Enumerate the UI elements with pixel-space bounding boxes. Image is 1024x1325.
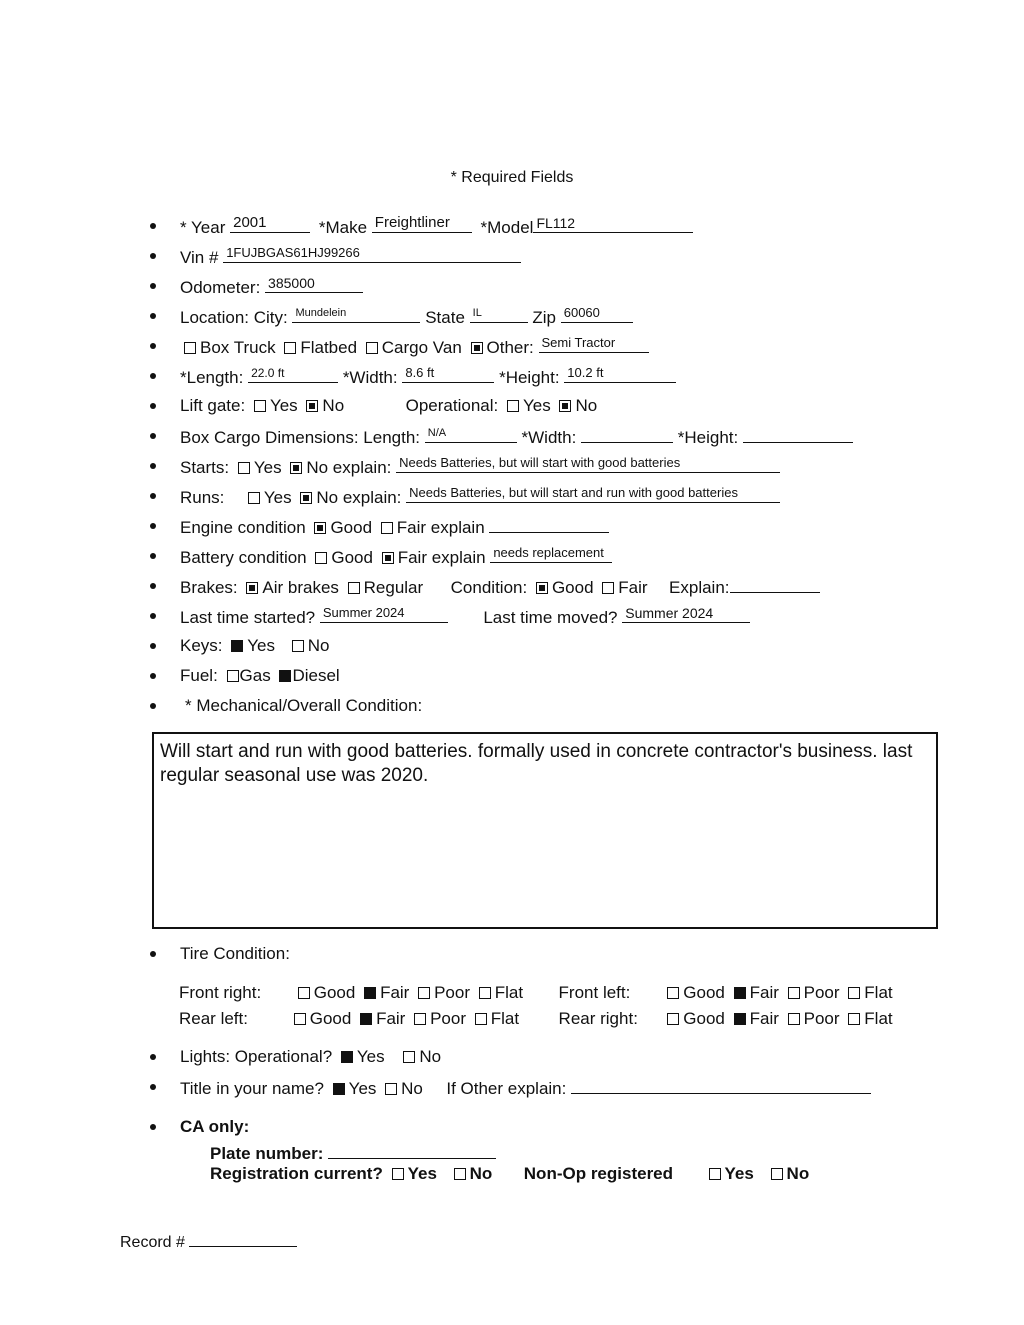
front-right-flat-checkbox[interactable]	[479, 987, 491, 999]
box-cargo-height-field[interactable]	[743, 422, 853, 443]
nonop-no-label: No	[786, 1164, 810, 1183]
fuel-label: Fuel:	[180, 666, 218, 685]
other-explain-label: If Other explain:	[446, 1079, 567, 1098]
battery-good-checkbox[interactable]	[315, 552, 327, 564]
record-label: Record #	[120, 1234, 185, 1251]
battery-good-label: Good	[331, 548, 373, 567]
rear-right-fair-checkbox[interactable]	[734, 1013, 746, 1025]
lights-yes-checkbox[interactable]	[341, 1051, 353, 1063]
city-label: Location: City:	[180, 308, 288, 327]
rear-left-poor-checkbox[interactable]	[414, 1013, 426, 1025]
good-label: Good	[683, 1009, 725, 1028]
tire-row-front	[179, 980, 893, 1006]
city-field[interactable]: Mundelein	[292, 302, 420, 323]
flatbed-label: Flatbed	[300, 338, 358, 357]
keys-no-label: No	[307, 636, 330, 655]
overall-condition-textbox[interactable]: Will start and run with good batteries. formally used in concrete contractor's business. last regular seasonal use was 2020.	[152, 732, 938, 929]
state-label: State	[425, 308, 465, 327]
record-number-field[interactable]	[189, 1230, 297, 1247]
good-label: Good	[313, 983, 356, 1002]
starts-explain-field[interactable]: Needs Batteries, but will start with good batteries	[396, 452, 780, 473]
engine-fair-label: Fair explain	[396, 518, 485, 537]
title-no-checkbox[interactable]	[385, 1083, 397, 1095]
model-label: *Model	[480, 218, 534, 237]
other-explain-field[interactable]	[571, 1073, 871, 1094]
model-field[interactable]: FL112	[533, 212, 693, 233]
title-name-label: Title in your name?	[180, 1079, 324, 1098]
front-left-flat-checkbox[interactable]	[848, 987, 860, 999]
registration-line	[210, 1164, 809, 1184]
registration-yes-label: Yes	[407, 1164, 437, 1183]
brake-fair-checkbox[interactable]	[602, 582, 614, 594]
box-cargo-length-label: Box Cargo Dimensions: Length:	[180, 428, 421, 447]
poor-label: Poor	[803, 983, 840, 1002]
year-field[interactable]: 2001	[230, 212, 310, 233]
last-moved-label: Last time moved?	[483, 608, 618, 627]
liftgate-yes-label: Yes	[269, 396, 298, 415]
air-brakes-label: Air brakes	[262, 578, 339, 597]
keys-yes-label: Yes	[247, 636, 275, 655]
operational-yes-checkbox[interactable]	[507, 400, 519, 412]
lights-no-checkbox[interactable]	[403, 1051, 415, 1063]
regular-brakes-checkbox[interactable]	[348, 582, 360, 594]
front-right-poor-checkbox[interactable]	[418, 987, 430, 999]
nonop-registered-label: Non-Op registered	[523, 1164, 674, 1183]
box-truck-label: Box Truck	[200, 338, 276, 357]
ca-only-label: CA only:	[180, 1117, 250, 1136]
operational-no-checkbox[interactable]	[559, 400, 571, 412]
flat-label: Flat	[864, 1009, 893, 1028]
runs-yes-checkbox[interactable]	[248, 492, 260, 504]
front-left-poor-checkbox[interactable]	[788, 987, 800, 999]
rear-left-good-checkbox[interactable]	[294, 1013, 306, 1025]
flat-label: Flat	[494, 983, 524, 1002]
mechanical-condition-label: * Mechanical/Overall Condition:	[185, 696, 423, 715]
nonop-yes-checkbox[interactable]	[709, 1168, 721, 1180]
registration-no-checkbox[interactable]	[454, 1168, 466, 1180]
engine-good-label: Good	[330, 518, 373, 537]
air-brakes-checkbox[interactable]	[246, 582, 258, 594]
fair-label: Fair	[749, 1009, 779, 1028]
rear-right-poor-checkbox[interactable]	[788, 1013, 800, 1025]
nonop-no-checkbox[interactable]	[771, 1168, 783, 1180]
front-left-label: Front left:	[558, 983, 631, 1002]
rear-right-good-checkbox[interactable]	[667, 1013, 679, 1025]
engine-good-checkbox[interactable]	[314, 522, 326, 534]
fuel-diesel-checkbox[interactable]	[279, 670, 291, 682]
title-no-label: No	[401, 1079, 423, 1098]
front-right-good-checkbox[interactable]	[298, 987, 310, 999]
liftgate-no-checkbox[interactable]	[306, 400, 318, 412]
make-label: *Make	[318, 218, 368, 237]
last-moved-field[interactable]: Summer 2024	[622, 602, 750, 623]
rear-left-fair-checkbox[interactable]	[360, 1013, 372, 1025]
nonop-yes-label: Yes	[724, 1164, 754, 1183]
fuel-gas-checkbox[interactable]	[227, 670, 239, 682]
brake-good-checkbox[interactable]	[536, 582, 548, 594]
registration-yes-checkbox[interactable]	[392, 1168, 404, 1180]
state-field[interactable]: IL	[470, 302, 528, 323]
plate-line	[210, 1138, 496, 1164]
other-type-label: Other:	[486, 338, 534, 357]
cargo-van-checkbox[interactable]	[366, 342, 378, 354]
fuel-gas-label: Gas	[239, 666, 271, 685]
keys-no-checkbox[interactable]	[292, 640, 304, 652]
starts-no-explain-label: No explain:	[306, 458, 392, 477]
box-cargo-width-field[interactable]	[581, 422, 673, 443]
starts-label: Starts:	[180, 458, 230, 477]
front-right-fair-checkbox[interactable]	[364, 987, 376, 999]
fuel-diesel-label: Diesel	[292, 666, 340, 685]
liftgate-label: Lift gate:	[180, 396, 246, 415]
brakes-label: Brakes:	[180, 578, 238, 597]
front-left-fair-checkbox[interactable]	[734, 987, 746, 999]
make-field[interactable]: Freightliner	[372, 212, 472, 233]
zip-field[interactable]: 60060	[561, 302, 633, 323]
zip-label: Zip	[532, 308, 556, 327]
lights-no-label: No	[419, 1047, 442, 1066]
poor-label: Poor	[803, 1009, 840, 1028]
lights-label: Lights: Operational?	[180, 1047, 333, 1066]
liftgate-yes-checkbox[interactable]	[254, 400, 266, 412]
box-truck-checkbox[interactable]	[184, 342, 196, 354]
good-label: Good	[683, 983, 725, 1002]
brake-good-label: Good	[551, 578, 594, 597]
tire-condition-label: Tire Condition:	[180, 944, 290, 963]
title-yes-label: Yes	[348, 1079, 377, 1098]
starts-no-checkbox[interactable]	[290, 462, 302, 474]
other-type-checkbox[interactable]	[471, 342, 483, 354]
brake-explain-field[interactable]	[730, 572, 820, 593]
length-field[interactable]: 22.0 ft	[248, 362, 338, 383]
fair-label: Fair	[749, 983, 779, 1002]
flatbed-checkbox[interactable]	[284, 342, 296, 354]
box-cargo-height-label: *Height:	[677, 428, 739, 447]
runs-yes-label: Yes	[263, 488, 292, 507]
registration-current-label: Registration current?	[210, 1164, 383, 1183]
vin-field[interactable]: 1FUJBGAS61HJ99266	[223, 242, 521, 263]
fair-label: Fair	[380, 983, 410, 1002]
battery-explain-field[interactable]: needs replacement	[490, 542, 612, 563]
liftgate-no-label: No	[322, 396, 345, 415]
keys-yes-checkbox[interactable]	[231, 640, 243, 652]
rear-left-flat-checkbox[interactable]	[475, 1013, 487, 1025]
box-cargo-length-field[interactable]: N/A	[425, 422, 517, 443]
height-label: *Height:	[499, 368, 560, 387]
runs-no-checkbox[interactable]	[300, 492, 312, 504]
rear-right-label: Rear right:	[558, 1009, 638, 1028]
width-label: *Width:	[342, 368, 398, 387]
starts-yes-label: Yes	[253, 458, 282, 477]
engine-fair-checkbox[interactable]	[381, 522, 393, 534]
vin-label: Vin #	[180, 248, 219, 267]
flat-label: Flat	[490, 1009, 520, 1028]
height-field[interactable]: 10.2 ft	[564, 362, 676, 383]
lights-yes-label: Yes	[356, 1047, 385, 1066]
rear-left-label: Rear left:	[179, 1009, 248, 1028]
engine-label: Engine condition	[180, 518, 306, 537]
other-type-field[interactable]: Semi Tractor	[539, 332, 649, 353]
brake-explain-label: Explain:	[669, 578, 730, 597]
plate-number-label: Plate number:	[210, 1144, 324, 1163]
poor-label: Poor	[430, 1009, 466, 1028]
battery-label: Battery condition	[180, 548, 307, 567]
cargo-van-label: Cargo Van	[381, 338, 462, 357]
regular-brakes-label: Regular	[363, 578, 424, 597]
last-started-field[interactable]: Summer 2024	[320, 602, 448, 623]
tire-grid	[179, 980, 893, 1032]
front-left-good-checkbox[interactable]	[667, 987, 679, 999]
required-fields-note: * Required Fields	[450, 169, 574, 186]
brake-fair-label: Fair	[618, 578, 648, 597]
rear-right-flat-checkbox[interactable]	[848, 1013, 860, 1025]
poor-label: Poor	[434, 983, 470, 1002]
runs-label: Runs:	[180, 488, 225, 507]
flat-label: Flat	[864, 983, 893, 1002]
runs-no-explain-label: No explain:	[316, 488, 402, 507]
odometer-field[interactable]: 385000	[265, 272, 363, 293]
plate-number-field[interactable]	[328, 1138, 496, 1159]
fair-label: Fair	[376, 1009, 406, 1028]
starts-yes-checkbox[interactable]	[238, 462, 250, 474]
odometer-label: Odometer:	[180, 278, 261, 297]
brake-condition-label: Condition:	[450, 578, 528, 597]
length-label: *Length:	[180, 368, 244, 387]
operational-no-label: No	[575, 396, 598, 415]
operational-label: Operational:	[405, 396, 499, 415]
battery-fair-label: Fair explain	[397, 548, 486, 567]
engine-explain-field[interactable]	[489, 512, 609, 533]
last-started-label: Last time started?	[180, 608, 316, 627]
title-yes-checkbox[interactable]	[333, 1083, 345, 1095]
operational-yes-label: Yes	[522, 396, 551, 415]
keys-label: Keys:	[180, 636, 223, 655]
tire-row-rear	[179, 1006, 893, 1032]
width-field[interactable]: 8.6 ft	[402, 362, 494, 383]
registration-no-label: No	[469, 1164, 493, 1183]
year-label: * Year	[180, 218, 226, 237]
front-right-label: Front right:	[179, 983, 262, 1002]
runs-explain-field[interactable]: Needs Batteries, but will start and run with good batteries	[406, 482, 780, 503]
box-cargo-width-label: *Width:	[521, 428, 577, 447]
good-label: Good	[309, 1009, 352, 1028]
battery-fair-checkbox[interactable]	[382, 552, 394, 564]
record-line	[120, 1230, 297, 1252]
